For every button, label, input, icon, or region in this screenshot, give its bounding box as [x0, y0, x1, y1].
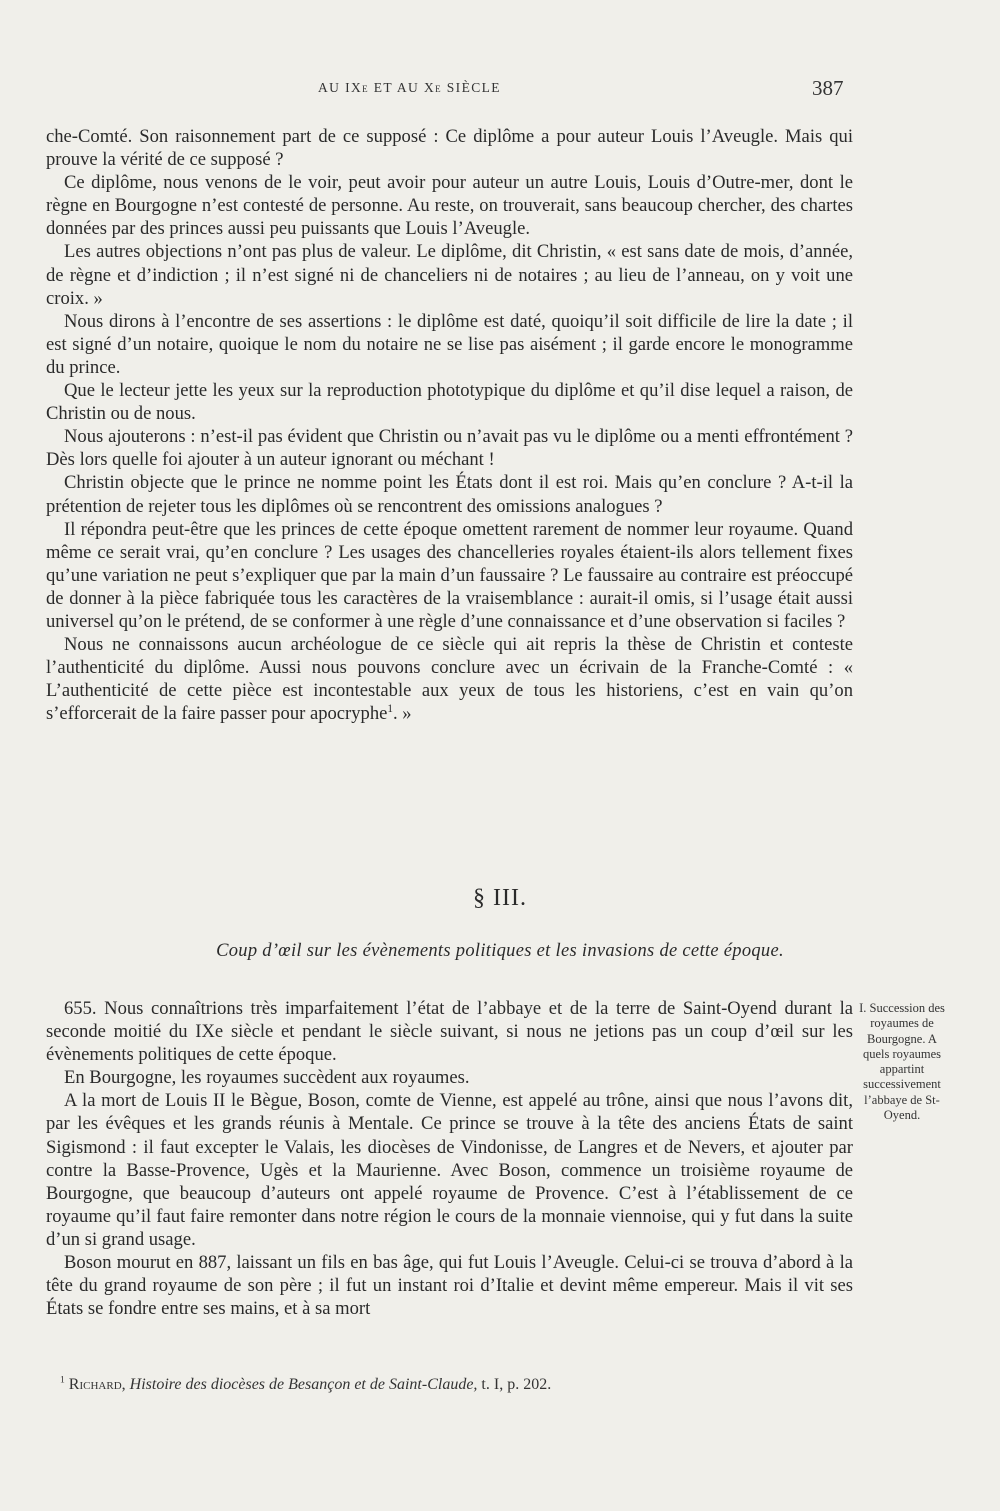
main-text — [46, 125, 853, 725]
footnote-title: Histoire des diocèses de Besançon et de Saint-Claude, — [129, 1376, 478, 1393]
paragraph-text: Nous ne connaissons aucun archéologue de ce siècle qui ait repris la thèse de Christin et conteste l’authenticité du diplôme. Aussi nous pouvons conclure avec un écrivain de la Franche-Comté : « L’authenticité de cette pièce est incontestable aux yeux de tous les historiens, c’est en vain qu’on s’efforcerait de la faire passer pour apocryphe — [46, 634, 853, 725]
page-number: 387 — [812, 76, 844, 100]
running-head — [0, 76, 1000, 104]
paragraph: Ce diplôme, nous venons de le voir, peut avoir pour auteur un autre Louis, Louis d’Outre-mer, dont le règne en Bourgogne n’est contesté de personne. Au reste, on trouverait, sans beaucoup chercher, des chartes données par des princes aussi peu puissants que Louis l’Aveugle. — [46, 172, 853, 240]
footnote-number: 1 — [60, 1374, 65, 1386]
section-title: Coup d’œil sur les évènements politiques et les invasions de cette époque. — [216, 941, 784, 961]
paragraph: A la mort de Louis II le Bègue, Boson, comte de Vienne, est appelé au trône, ainsi que nous l’avons dit, par les évêques et les grands réunis à Mentale. Ce prince se trouve à la tête des anciens États de saint Sigismond : il faut excepter le Valais, les diocèses de Vindonisse, de Langres et de Nevers, et ajouter par contre la Basse-Provence, Ugès et la Maurienne. Avec Boson, commence un troisième royaume de Bourgogne, que beaucoup d’auteurs ont appelé royaume de Provence. C’est à l’établissement de ce royaume qu’il faut faire remonter dans notre région le cours de la monnaie viennoise, qui y fut dans la suite d’un si grand usage. — [46, 1090, 853, 1250]
section-heading: § III. — [473, 885, 527, 911]
paragraph: 655. Nous connaîtrions très imparfaitement l’état de l’abbaye et de la terre de Saint-Oyend durant la seconde moitié du IXe siècle et pendant le siècle suivant, si nous ne jetions pas un coup d’œil sur les évènements politiques de cette époque. — [46, 998, 853, 1066]
paragraph-with-footnote — [46, 633, 853, 725]
paragraph: Nous ajouterons : n’est-il pas évident que Christin ou n’avait pas vu le diplôme ou a menti effrontément ? Dès lors quelle foi ajouter à un auteur ignorant ou méchant ! — [46, 426, 853, 471]
paragraph: Il répondra peut-être que les princes de cette époque omettent rarement de nommer leur royaume. Quand même ce serait vrai, qu’en conclure ? Les usages des chancelleries royales étaient-ils alors tellement fixes qu’une variation ne peut s’expliquer que par la main d’un faussaire ? Le faussaire au contraire est préoccupé de donner à la pièce fabriquée tous les caractères de la vraisemblance : aurait-il omis, si l’usage était aussi universel qu’on le prétend, de se conformer à une règle d’une connaissance et d’une observation si faciles ? — [46, 518, 853, 632]
paragraph: En Bourgogne, les royaumes succèdent aux royaumes. — [64, 1067, 470, 1089]
section-text — [46, 997, 853, 1320]
paragraph: Que le lecteur jette les yeux sur la reproduction phototypique du diplôme et qu’il dise lequel a raison, de Christin ou de nous. — [46, 380, 853, 425]
footnote — [60, 1376, 860, 1394]
paragraph: che-Comté. Son raisonnement part de ce supposé : Ce diplôme a pour auteur Louis l’Aveugle. Mais qui prouve la vérité de ce supposé ? — [46, 126, 853, 171]
paragraph: Christin objecte que le prince ne nomme point les États dont il est roi. Mais qu’en conclure ? A-t-il la prétention de rejeter tous les diplômes où se rencontrent des omissions analogues ? — [46, 472, 853, 517]
footnote-ref: t. I, p. 202. — [481, 1376, 552, 1393]
marginal-note: I. Succession des royaumes de Bourgogne. A quels royaumes appartint successivement l’abbaye de St-Oyend. — [859, 1001, 945, 1123]
footnote-author: Richard, — [68, 1376, 126, 1393]
running-title: AU IXe ET AU Xe SIÈCLE — [318, 80, 501, 95]
paragraph-closing: . » — [392, 703, 412, 725]
paragraph: Les autres objections n’ont pas plus de valeur. Le diplôme, dit Christin, « est sans date de mois, d’année, de règne et d’indiction ; il n’est signé ni de chanceliers ni de notaires ; au lieu de l’anneau, on y voit une croix. » — [46, 241, 853, 309]
paragraph: Nous dirons à l’encontre de ses assertions : le diplôme est daté, quoiqu’il soit difficile de lire la date ; il est signé d’un notaire, quoique le nom du notaire ne se lise pas aisément ; il garde encore le monogramme du prince. — [46, 310, 853, 378]
footnote-reference: 1 — [387, 703, 393, 716]
paragraph: Boson mourut en 887, laissant un fils en bas âge, qui fut Louis l’Aveugle. Celui-ci se trouva d’abord à la tête du grand royaume de son père ; il fut un instant roi d’Italie et devint même empereur. Mais il vit ses États se fondre entre ses mains, et à sa mort — [46, 1252, 853, 1320]
